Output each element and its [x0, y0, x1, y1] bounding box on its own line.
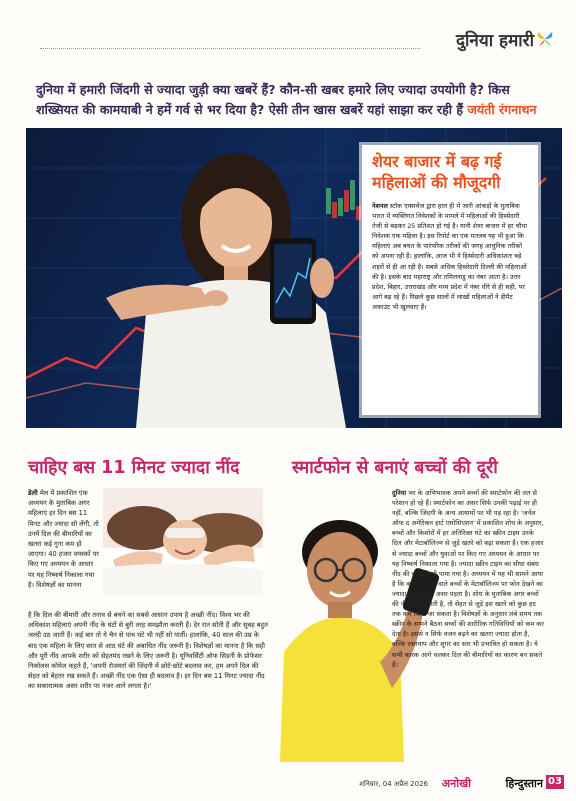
- issue-date: शनिवार, 04 अप्रैल 2026: [359, 780, 428, 788]
- intro-paragraph: [36, 80, 546, 120]
- sleeping-woman-photo: [103, 488, 263, 595]
- footer: [0, 774, 576, 794]
- page-number: 03: [546, 775, 564, 789]
- butterfly-icon: [536, 30, 554, 48]
- hero-article-box: [362, 145, 538, 415]
- hero-lead-word: नेशनल: [372, 202, 388, 210]
- hero-body: [372, 201, 530, 312]
- section-title: दुनिया हमारी: [456, 31, 534, 51]
- header-rule: [40, 48, 420, 49]
- hero-headline: शेयर बाजार में बढ़ गई महिलाओं की मौजूदगी: [372, 152, 502, 192]
- sleep-body: है कि दिल की बीमारी और तनाव से बचने का सबसे आसान उपाय है अच्छी नींद। विश्व भर की अधिकांश महिलाएं अपनी नींद के घंटों से बुरी तरह समझौता करती हैं। देर रात सोती हैं और सुबह बहुत जल्दी उठ जाती हैं। कई बार तो ये चैन से पांच घंटे भी नहीं सो पातीं। हालांकि, 40 साल की उम्र के बाद एक महिला के लिए सात से आठ घंटे की अबाधित नींद जरूरी है। विशेषज्ञों का मानना है कि सही और पूरी नींद आपके शरीर को सेहतमंद रखने के लिए जरूरी है। यूनिवर्सिटी ऑफ सिडनी के प्रोफेसर निकोलस कोमेल कहते हैं, 'अपनी रोजमर्रा की जिंदगी में छोटे-छोटे बदलाव कर, हम अपने दिल की सेहत को बेहतर रख सकते हैं। अच्छी नींद एक ऐसा ही बदलाव है। हर दिन बस 11 मिनट ज्यादा नींद का सकारात्मक असर शरीर पर नजर आने लगता है।': [28, 611, 268, 691]
- newspaper-logo: हिन्दुस्तान: [505, 777, 543, 790]
- sleep-lead-word: डेली: [28, 489, 38, 497]
- hero-body-text: स्टॉक एक्सचेंज द्वारा हाल ही में जारी आंकड़ों के मुताबिक भारत में व्यक्तिगत निवेशकों के मामले में महिलाओं की हिस्सेदारी तेजी से बढ़कर 25 प्रतिशत हो गई है। यानी शेयर बाजार में हर चौथा निवेशक एक महिला है। इस रिपोर्ट का एक मतलब यह भी हुआ कि महिलाएं अब बचत के पारंपरिक तरीकों की जगह आधुनिक तरीकों को अपना रही हैं। हालांकि, आज भी ये हिस्सेदारी अधिकांशतः बड़े शहरों से ही आ रही है। सबसे अधिक हिस्सेदारी दिल्ली की महिलाओं की है। इसके बाद महाराष्ट्र और तमिलनाडु का नंबर आता है। उत्तर प्रदेश, बिहार, उत्तराखंड और मध्य प्रदेश में नंबर धीरे से ही सही, पर आगे बढ़ रहे हैं। पिछले कुछ सालों में लाखों महिलाओं ने डीमैट अकाउंट भी खुलवाए हैं।: [372, 202, 528, 311]
- author-name: जयंती रंगनाथन: [467, 102, 537, 117]
- sleep-intro: [28, 488, 100, 590]
- intro-text: दुनिया में हमारी जिंदगी से ज्यादा जुड़ी क्या खबरें हैं? कौन-सी खबर हमारे लिए ज्यादा उपयोगी है? किस शख्सियत की कामयाबी ने हमें गर्व से भर दिया है? ऐसी तीन खास खबरें यहां साझा कर रही हैं: [36, 82, 510, 117]
- phone-heading: स्मार्टफोन से बनाएं बच्चों की दूरी: [292, 458, 498, 478]
- sleep-heading: चाहिए बस 11 मिनट ज्यादा नींद: [28, 458, 240, 478]
- phone-lead-word: दुनिया: [392, 489, 407, 497]
- phone-body: [392, 488, 544, 670]
- smartphone-illustration: [270, 238, 334, 324]
- supplement-logo: अनोखी: [441, 777, 471, 790]
- phone-body-text: भर के अभिभावक अपने बच्चों की स्मार्टफोन की लत से परेशान हो रहे हैं। स्मार्टफोन का असर सिर्फ उनकी पढ़ाई पर ही नहीं, बल्कि जिंदगी के अन्य आयामों पर भी पड़ रहा है। 'जर्नल ऑफ द अमेरिकन हार्ट एसोसिएशन' में प्रकाशित शोध के अनुसार, बच्चों और किशोरों में हर अतिरिक्त घंटे का स्क्रीन टाइम उनके दिल और मेटाबॉलिज्म से जुड़े खतरे को बढ़ा सकता है। एक हजार से ज्यादा बच्चों और युवाओं पर किए गए अध्ययन के आधार पर यह निष्कर्ष निकाला गया है। ज्यादा स्क्रीन टाइम का सीधा संबंध नींद की कमी से भी पाया गया है। अध्ययन में यह भी सामने आया है कि कम नींद लेने वाले बच्चों के मेटाबॉलिज्म पर फोन देखने का ज्यादा नकारात्मक असर पड़ता है। शोध के मुताबिक अगर बच्चों की नींद बेहतर होती है, तो सेहत से जुड़े इस खतरे को कुछ हद तक कम किया जा सकता है। विशेषज्ञों के अनुसार लंबे समय तक स्क्रीन के सामने बैठना बच्चों की शारीरिक गतिविधियों को कम कर देता है। इससे न सिर्फ वजन बढ़ने का खतरा ज्यादा होता है, बल्कि रक्तचाप और शुगर का स्तर भी प्रभावित हो सकता है। ये सभी कारक आगे चलकर दिल की बीमारियों का कारण बन सकते हैं।: [392, 489, 544, 669]
- sleep-intro-text: मेल में प्रकाशित एक अध्ययन के मुताबिक अगर महिलाएं हर दिन बस 11 मिनट और ज्यादा सो लेंगी, तो उनमें दिल की बीमारियों का खतरा कई गुना कम हो जाएगा। 40 हजार वयस्कों पर किए गए अध्ययन के आधार पर यह निष्कर्ष निकाला गया है। विशेषज्ञों का मानना: [28, 489, 100, 589]
